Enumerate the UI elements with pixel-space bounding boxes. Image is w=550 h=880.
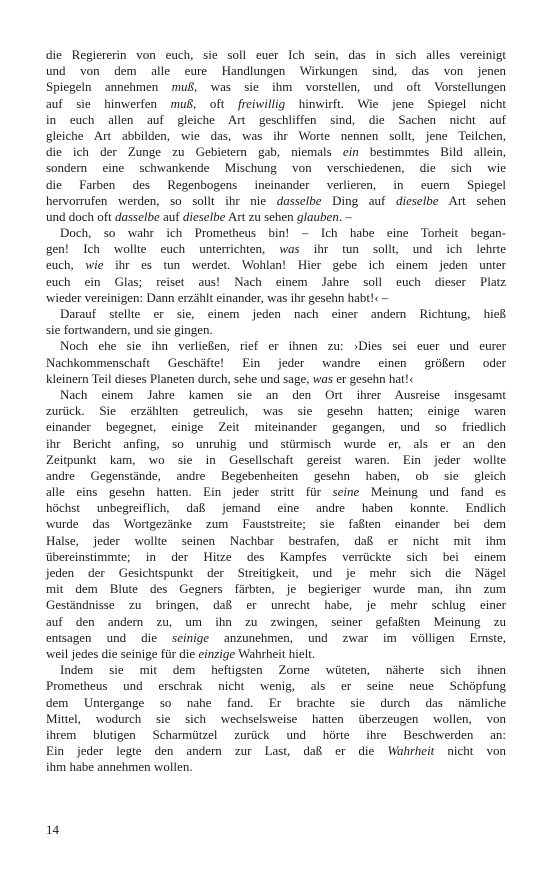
text-line: zurück. Sie erzählten getreulich, was sie gesehn hatten; einige waren (46, 403, 506, 419)
text-line: Ein jeder legte den andern zur Last, daß er die Wahrheit nicht von (46, 743, 506, 759)
text-line: Indem sie mit dem heftigsten Zorne wüteten, näherte sich ihnen (60, 662, 506, 678)
text-line: andre Gegenstände, andre Begebenheiten gesehn haben, ob sie gleich (46, 467, 506, 483)
text-line: Nachkommenschaft Geschäfte! Ein jeder wandre einen größern oder (46, 354, 506, 370)
text-line: Doch, so wahr ich Prometheus bin! – Ich habe eine Torheit began- (60, 225, 506, 241)
text-line: dem Untergange so nahe fand. Er brachte sie durch das nämliche (46, 694, 506, 710)
page-body (46, 47, 506, 775)
text-line: wurde das Wortgezänke zum Fauststreite; sie faßten einander bei dem (46, 516, 506, 532)
text-line: Halse, jeder wollte seinen Nachbar bestrafen, daß er nicht mit ihm (46, 532, 506, 548)
text-line: Prometheus und erschrak nicht wenig, als er seine neue Schöpfung (46, 678, 506, 694)
text-line: übereinstimmte; in der Hitze des Kampfes verrückte sich bei einem (46, 548, 506, 564)
text-line: sie fortwandern, und sie gingen. (46, 322, 213, 338)
text-line: die Regiererin von euch, sie soll euer Ich sein, das in sich alles vereinigt (46, 47, 506, 62)
text-line: weil jedes die seinige für die einzige Wahrheit hielt. (46, 645, 316, 661)
text-line: ihr Bericht anfing, so unruhig und stürmisch wurde er, als er an den (46, 435, 506, 451)
text-line: jeden der Gesichtspunkt der Streitigkeit, und je mehr sich die Nägel (46, 565, 506, 580)
text-line: Spiegeln annehmen muß, was sie ihm vorstellen, und oft Vorstellungen (46, 79, 507, 95)
text-line: mit dem Blute des Gegners färbten, je begieriger wurde man, ihn zum (46, 581, 506, 597)
text-line: Nach einem Jahre kamen sie an den Ort ihrer Ausreise insgesamt (60, 386, 506, 402)
text-line: höchst unbegreiflich, daß jemand eine andre haben konnte. Endlich (46, 500, 506, 516)
text-line: die Farben des Regenbogens ineinander verlieren, in euern Spiegel (46, 176, 506, 192)
text-line: entsagen und die seinige anzunehmen, und zwar im völligen Ernste, (46, 629, 506, 645)
text-line: und doch oft dasselbe auf dieselbe Art zu sehen glauben. – (46, 208, 352, 224)
text-line: in euch allen auf gleiche Art geschliffen sind, die Sachen nicht auf (46, 111, 506, 127)
text-line: sondern eine schwankende Mischung von verschiedenen, die sich wie (46, 160, 506, 176)
text-line: die ich der Zunge zu Gebietern gab, niemals ein bestimmtes Bild allein, (46, 144, 506, 160)
text-line: Darauf stellte er sie, einem jeden nach einer andern Richtung, hieß (60, 306, 506, 321)
text-line: euch ein Glas; reiset aus! Nach einem Jahre soll euch dieser Platz (46, 273, 506, 289)
text-line: Mittel, wodurch sie sich wechselsweise hatten überzeugen wollen, von (46, 710, 506, 726)
text-line: auf sie hinwerfen muß, oft freiwillig hinwirft. Wie jene Spiegel nicht (46, 95, 506, 111)
text-line: hervorrufen werden, so sollt ihr nie dasselbe Ding auf dieselbe Art sehen (46, 192, 506, 208)
text-line: alle eins gesehn hatten. Ein jeder stritt für seine Meinung und fand es (46, 484, 506, 500)
text-line: gleiche Art abbilden, wie das, was ihr Worte nennen sollt, jene Teilchen, (46, 127, 506, 143)
text-line: euch, wie ihr es tun werdet. Wohlan! Hier gebe ich einem jeden unter (46, 257, 506, 273)
text-line: gen! Ich wollte euch unterrichten, was ihr tun sollt, und ich lehrte (46, 241, 507, 257)
text-line: und von dem alle eure Handlungen Wirkungen sind, das von jenen (46, 63, 506, 79)
text-line: auf den andern zu, um ihn zu zwingen, seiner gefaßten Meinung zu (46, 613, 506, 629)
page-number: 14 (46, 822, 59, 837)
text-line: ihrem blutigen Scharmützel zurück und hörte ihre Beschwerden an: (46, 726, 506, 742)
text-line: ihm habe annehmen wollen. (46, 759, 193, 775)
text-line: wieder vereinigen: Dann erzählt einander, was ihr gesehn habt!‹ – (46, 289, 389, 305)
text-line: Zeitpunkt kam, wo sie in Gesellschaft gereist waren. Ein jeder wollte (46, 451, 506, 467)
text-line: einander begegnet, einige Zeit miteinander gegangen, und so friedlich (46, 419, 506, 435)
text-line: Noch ehe sie ihn verließen, rief er ihnen zu: ›Dies sei euer und eurer (60, 338, 506, 354)
text-line: Geständnisse zu bringen, daß er unrecht habe, je mehr schlug einer (46, 597, 506, 613)
text-line: kleinern Teil dieses Planeten durch, sehe und sage, was er gesehn hat!‹ (46, 370, 414, 386)
